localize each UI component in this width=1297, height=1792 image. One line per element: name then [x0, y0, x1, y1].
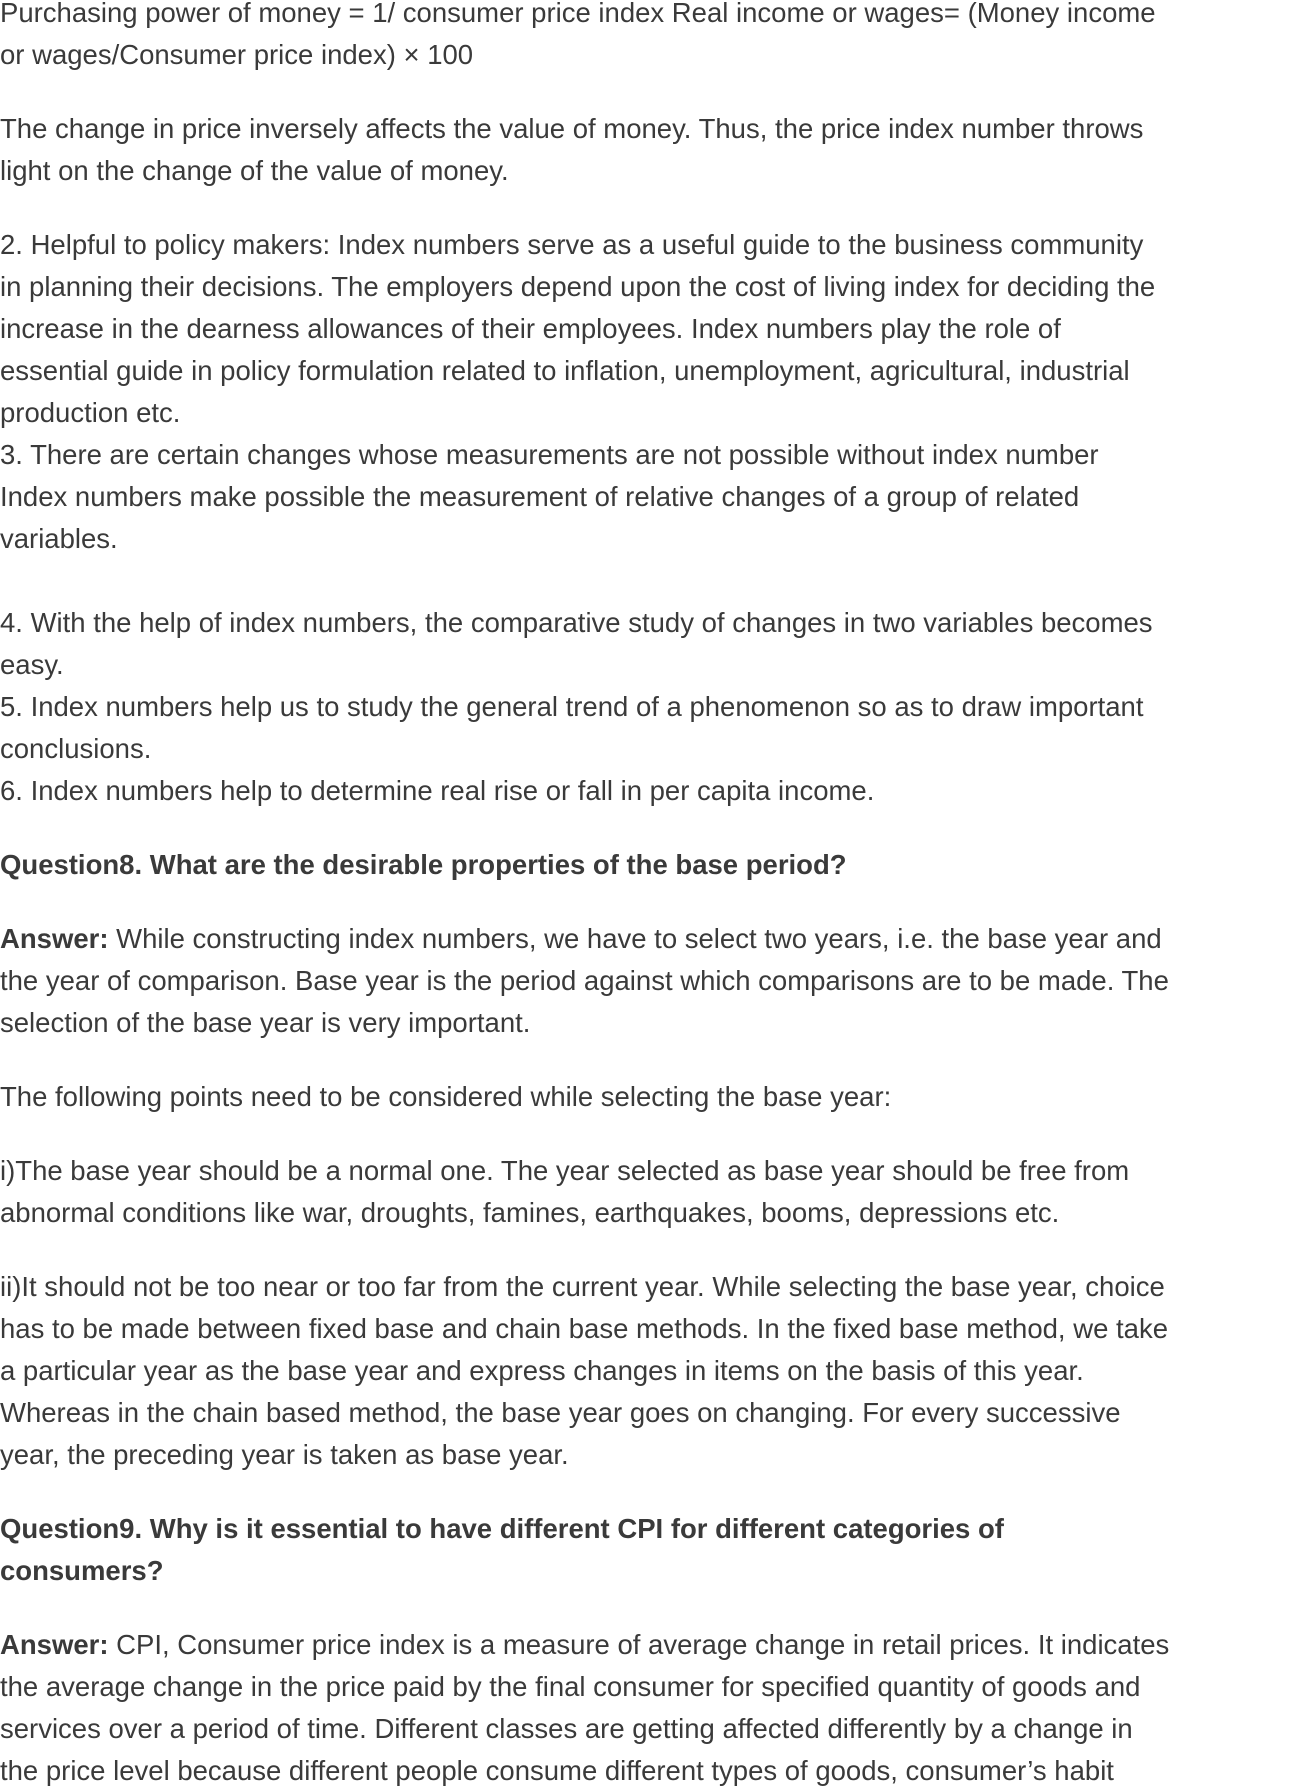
text-line: the year of comparison. Base year is the period against which comparisons are to be made. The — [0, 965, 1169, 996]
text-line: year, the preceding year is taken as base year. — [0, 1439, 569, 1470]
text-line: the average change in the price paid by the final consumer for specified quantity of goods and — [0, 1671, 1141, 1702]
answer-text: While constructing index numbers, we have to select two years, i.e. the base year and — [108, 923, 1162, 954]
answer-text: CPI, Consumer price index is a measure of average change in retail prices. It indicates — [108, 1629, 1170, 1660]
text-line: Whereas in the chain based method, the base year goes on changing. For every successive — [0, 1397, 1121, 1428]
text-line: production etc. — [0, 397, 181, 428]
text-line: abnormal conditions like war, droughts, famines, earthquakes, booms, depressions etc. — [0, 1197, 1060, 1228]
text-line: Purchasing power of money = 1/ consumer price index Real income or wages= (Money income — [0, 0, 1156, 28]
text-line: increase in the dearness allowances of their employees. Index numbers play the role of — [0, 313, 1061, 344]
text-line: 3. There are certain changes whose measurements are not possible without index number — [0, 439, 1099, 470]
text-line: has to be made between fixed base and chain base methods. In the fixed base method, we take — [0, 1313, 1168, 1344]
text-line: variables. — [0, 523, 118, 554]
question-9-answer — [0, 1624, 1297, 1792]
text-line: selection of the base year is very important. — [0, 1007, 531, 1038]
text-line: essential guide in policy formulation related to inflation, unemployment, agricultural, industrial — [0, 355, 1130, 386]
answer-line — [0, 1624, 1297, 1666]
point-2-paragraph — [0, 224, 1297, 434]
text-line: 6. Index numbers help to determine real rise or fall in per capita income. — [0, 775, 875, 806]
text-line: ii)It should not be too near or too far from the current year. While selecting the base year, choice — [0, 1271, 1165, 1302]
point-5-paragraph — [0, 686, 1297, 770]
text-line: conclusions. — [0, 733, 152, 764]
question-9-heading — [0, 1508, 1297, 1592]
text-line: in planning their decisions. The employers depend upon the cost of living index for deciding the — [0, 271, 1156, 302]
text-line: The change in price inversely affects the value of money. Thus, the price index number throws — [0, 113, 1144, 144]
text-line: Index numbers make possible the measurement of relative changes of a group of related — [0, 481, 1080, 512]
answer-label: Answer: — [0, 923, 109, 954]
text-line: 2. Helpful to policy makers: Index numbers serve as a useful guide to the business community — [0, 229, 1144, 260]
text-line: the price level because different people consume different types of goods, consumer’s habit — [0, 1755, 1114, 1786]
text-line: services over a period of time. Different classes are getting affected differently by a change in — [0, 1713, 1133, 1744]
text-line: easy. — [0, 649, 64, 680]
base-year-points-intro — [0, 1076, 1297, 1118]
value-of-money-paragraph — [0, 108, 1297, 192]
answer-line — [0, 918, 1297, 960]
point-4-paragraph — [0, 602, 1297, 686]
text-line: light on the change of the value of money. — [0, 155, 509, 186]
intro-paragraph — [0, 0, 1297, 76]
text-line: a particular year as the base year and express changes in items on the basis of this year. — [0, 1355, 1084, 1386]
base-year-point-i — [0, 1150, 1297, 1234]
question-heading: Question8. What are the desirable properties of the base period? — [0, 849, 847, 880]
base-year-point-ii — [0, 1266, 1297, 1476]
text-line: The following points need to be considered while selecting the base year: — [0, 1081, 892, 1112]
text-line: i)The base year should be a normal one. The year selected as base year should be free from — [0, 1155, 1130, 1186]
point-6-paragraph — [0, 770, 1297, 812]
text-line: 4. With the help of index numbers, the comparative study of changes in two variables becomes — [0, 607, 1153, 638]
point-3-paragraph — [0, 434, 1297, 560]
question-8-answer — [0, 918, 1297, 1044]
answer-label: Answer: — [0, 1629, 109, 1660]
text-line: 5. Index numbers help us to study the general trend of a phenomenon so as to draw important — [0, 691, 1144, 722]
question-heading: consumers? — [0, 1555, 164, 1586]
question-heading: Question9. Why is it essential to have different CPI for different categories of — [0, 1513, 1004, 1544]
text-line: or wages/Consumer price index) × 100 — [0, 39, 474, 70]
question-8-heading — [0, 844, 1297, 886]
